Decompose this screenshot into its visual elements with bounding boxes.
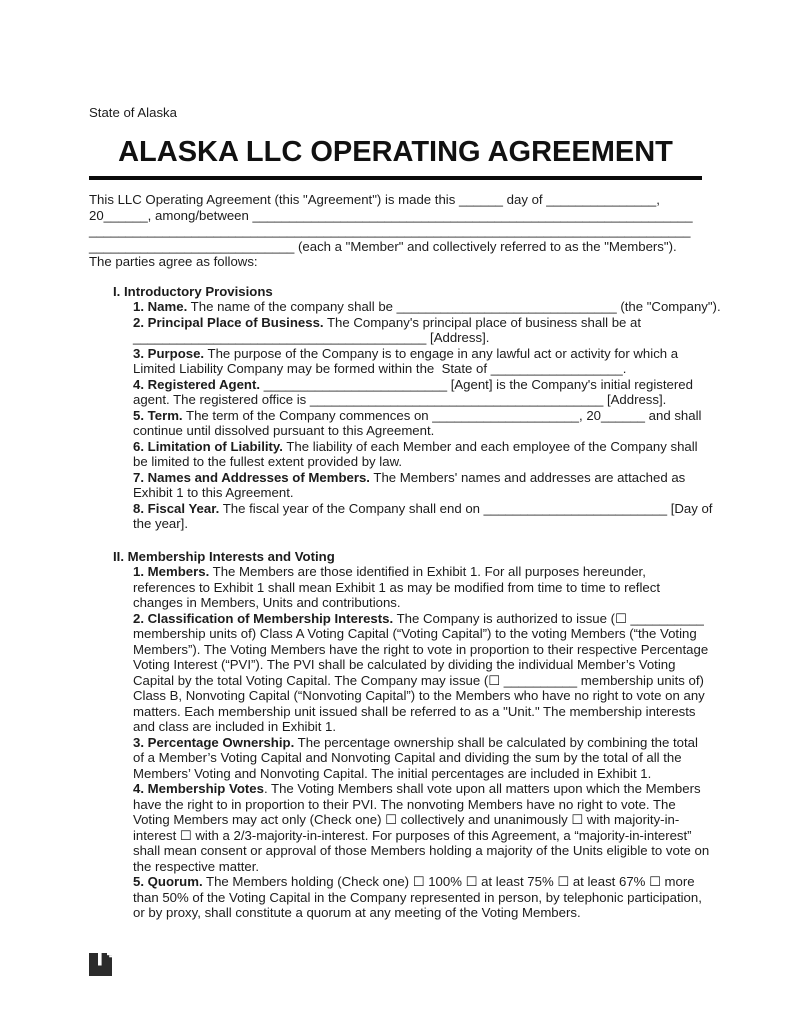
state-label: State of Alaska: [89, 105, 177, 120]
item-line: agent. The registered office is ________________________________________ [Address].: [133, 392, 667, 407]
item-name: [133, 299, 721, 315]
item-line: [133, 781, 702, 797]
item-text: The Company's principal place of business shall be at: [323, 314, 642, 330]
item-line: [133, 874, 702, 890]
item-purpose: [133, 346, 702, 377]
item-text: The term of the Company commences on ____________________, 20______ and shall: [182, 407, 702, 423]
item-line: [133, 315, 702, 331]
item-text: The Members' names and addresses are attached as: [369, 469, 686, 485]
item-label: 3. Purpose.: [133, 345, 205, 361]
item-classification-of-membership-interests: [133, 610, 709, 735]
item-text: The purpose of the Company is to engage in any lawful act or activity for which a: [204, 345, 679, 361]
legal-templates-logo-icon: [89, 953, 112, 976]
intro-line: The parties agree as follows:: [89, 254, 258, 269]
item-line: Exhibit 1 to this Agreement.: [133, 485, 294, 500]
item-quorum: [133, 874, 702, 921]
item-line: the year].: [133, 516, 188, 531]
item-line: the respective matter.: [133, 858, 260, 874]
item-line: have the right to in proportion to their PVI. The nonvoting Members have no right to vote. The: [133, 796, 676, 812]
item-text: The Members are those identified in Exhibit 1. For all purposes hereunder,: [209, 564, 646, 579]
item-line: [133, 611, 702, 627]
item-line: or by proxy, shall constitute a quorum at any meeting of the Voting Members.: [133, 905, 581, 920]
item-label: 1. Members.: [133, 564, 210, 579]
item-line: ________________________________________ [Address].: [133, 330, 490, 345]
intro-line: ____________________________ (each a "Member" and collectively referred to as the "Members").: [89, 238, 677, 254]
section-membership-interests-and-voting: [113, 548, 710, 921]
item-line: membership units of) Class A Voting Capital (“Voting Capital”) to the voting Members (“the Voting: [133, 626, 697, 641]
item-fiscal-year: [133, 500, 713, 532]
item-line: Members”). The Voting Members have the right to vote in proportion to their respective Percentage: [133, 641, 709, 657]
document-title: ALASKA LLC OPERATING AGREEMENT: [118, 136, 673, 168]
item-label: 7. Names and Addresses of Members.: [133, 469, 370, 485]
intro-line: This LLC Operating Agreement (this "Agreement") is made this ______ day of _______________,: [89, 192, 660, 207]
intro-line: 20______, among/between ____________________________________________________________: [89, 207, 693, 223]
item-line: continue until dissolved pursuant to this Agreement.: [133, 423, 435, 438]
item-line: Capital by the total Voting Capital. The Company may issue (☐ __________ membership units of): [133, 672, 704, 688]
item-line: of a Member’s Voting Capital and Nonvoting Capital and dividing the sum by the total of all the: [133, 750, 682, 765]
item-line: Limited Liability Company may be formed within the State of __________________.: [133, 361, 627, 376]
item-line: changes in Members, Units and contributions.: [133, 595, 401, 610]
item-label: 5. Term.: [133, 407, 183, 423]
item-line: matters. Each membership unit issued shall be referred to as a "Unit." The membership interests: [133, 703, 696, 719]
item-label: 6. Limitation of Liability.: [133, 438, 283, 454]
item-line: [133, 408, 702, 424]
item-label: 8. Fiscal Year.: [133, 500, 220, 516]
item-line: Voting Interest (“PVI”). The PVI shall be calculated by dividing the individual Member’s Voting: [133, 657, 676, 672]
item-membership-votes: [133, 781, 710, 874]
item-line: than 50% of the Voting Capital in the Company represented in person, by telephonic participation,: [133, 889, 702, 905]
item-text: The fiscal year of the Company shall end on _________________________ [Day of: [219, 500, 713, 516]
item-line: [133, 735, 702, 751]
item-line: [133, 439, 702, 455]
item-line: [133, 299, 721, 315]
item-term: [133, 408, 702, 439]
item-text: The liability of each Member and each employee of the Company shall: [282, 438, 698, 454]
item-percentage-ownership: [133, 735, 702, 782]
item-line: shall mean consent or approval of those Members holding a majority of the Units eligible to vote on: [133, 843, 710, 858]
item-text: The Members holding (Check one) ☐ 100% ☐ at least 75% ☐ at least 67% ☐ more: [202, 874, 695, 889]
item-line: [133, 500, 713, 517]
item-line: [133, 470, 702, 486]
item-line: interest ☐ with a 2/3-majority-in-interest. For purposes of this Agreement, a “majority-in-interest”: [133, 827, 692, 843]
item-principal-place-of-business: [133, 315, 702, 346]
item-label: 4. Registered Agent.: [133, 376, 261, 392]
item-members: [133, 564, 702, 611]
item-label: 5. Quorum.: [133, 874, 203, 889]
item-registered-agent: [133, 377, 702, 408]
item-line: [133, 346, 702, 362]
item-names-and-addresses-of-members: [133, 470, 702, 501]
item-limitation-of-liability: [133, 439, 702, 470]
item-line: Members’ Voting and Nonvoting Capital. The initial percentages are included in Exhibit 1.: [133, 765, 652, 781]
item-line: be limited to the fullest extent provided by law.: [133, 454, 403, 469]
item-line: Class B, Nonvoting Capital (“Nonvoting Capital”) to the Members who have no right to vote on any: [133, 688, 705, 703]
item-label: 2. Classification of Membership Interests.: [133, 610, 394, 626]
item-label: 1. Name.: [133, 299, 188, 314]
item-label: 3. Percentage Ownership.: [133, 734, 295, 750]
section-items: [133, 299, 721, 532]
item-line: [133, 377, 702, 393]
item-line: [133, 564, 702, 580]
section-introductory-provisions: [113, 283, 721, 532]
item-text: _________________________ [Agent] is the Company's initial registered: [260, 376, 693, 392]
item-line: Voting Members may act only (Check one) ☐ collectively and unanimously ☐ with majority-in-: [133, 812, 680, 827]
item-text: The percentage ownership shall be calculated by combining the total: [294, 734, 698, 750]
item-text: . The Voting Members shall vote upon all matters upon which the Members: [263, 781, 701, 796]
sections-container: [113, 283, 721, 921]
intro-line: __________________________________________________________________________________: [89, 223, 691, 238]
item-label: 2. Principal Place of Business.: [133, 314, 324, 330]
item-line: references to Exhibit 1 shall mean Exhibit 1 as may be modified from time to time to reflect: [133, 579, 660, 595]
legal-templates-logo: [89, 953, 702, 976]
item-line: and class are included in Exhibit 1.: [133, 719, 337, 734]
intro-paragraph: [89, 192, 702, 270]
item-text: The Company is authorized to issue (☐ __________: [393, 610, 704, 626]
item-label: 4. Membership Votes: [133, 781, 264, 796]
title-rule: [89, 176, 702, 180]
item-text: The name of the company shall be ______________________________ (the "Company").: [187, 299, 721, 314]
section-items: [133, 564, 710, 921]
section-heading: I. Introductory Provisions: [113, 283, 273, 299]
section-heading: II. Membership Interests and Voting: [113, 548, 335, 564]
